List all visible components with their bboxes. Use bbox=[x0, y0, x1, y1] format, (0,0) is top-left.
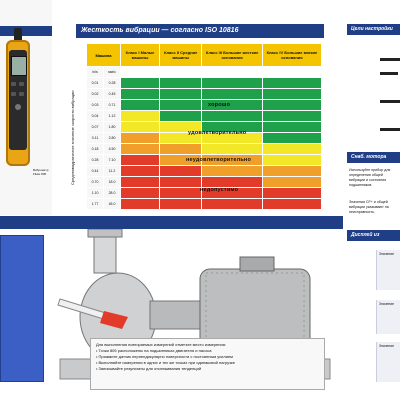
caption-line: • Выполняйте измерения в одних и тех же точках при одинаковой нагрузке bbox=[96, 360, 235, 365]
severity-cell-green bbox=[121, 100, 160, 111]
severity-cell-orange bbox=[262, 166, 321, 177]
meter-button-icon bbox=[11, 82, 16, 86]
severity-cell-orange bbox=[121, 144, 160, 155]
right-body-text: Значения CF+ и общей вибрации указывают на неисправность. bbox=[349, 200, 389, 214]
severity-cell-yellow bbox=[121, 122, 160, 133]
caption-box bbox=[90, 338, 325, 390]
meter-screen bbox=[11, 56, 27, 76]
severity-cell-green bbox=[262, 89, 321, 100]
unit-label-inch: in/s bbox=[87, 67, 104, 78]
divider-line bbox=[380, 100, 400, 103]
meter-button-icon bbox=[15, 104, 21, 110]
severity-cell-green bbox=[202, 89, 262, 100]
threshold-mm: 7.10 bbox=[104, 155, 121, 166]
threshold-inch: 0.70 bbox=[87, 177, 104, 188]
severity-cell-green bbox=[202, 78, 262, 89]
threshold-mm: 0.28 bbox=[104, 78, 121, 89]
severity-table bbox=[86, 43, 322, 210]
threshold-inch: 0.28 bbox=[87, 155, 104, 166]
caption-line: Для выполнения повторяемых измерений отметьте место измерения: bbox=[96, 342, 226, 347]
severity-cell-green bbox=[160, 78, 202, 89]
severity-cell-orange bbox=[121, 133, 160, 144]
severity-cell-green bbox=[121, 78, 160, 89]
threshold-inch: 0.18 bbox=[87, 144, 104, 155]
section-divider bbox=[0, 216, 343, 229]
table-row bbox=[87, 144, 322, 155]
threshold-mm: 1.80 bbox=[104, 122, 121, 133]
severity-cell-green bbox=[202, 111, 262, 122]
table-row bbox=[87, 100, 322, 111]
threshold-inch: 0.07 bbox=[87, 122, 104, 133]
table-row bbox=[87, 78, 322, 89]
severity-cell-green bbox=[262, 122, 321, 133]
table-header: Класс I Малые машины bbox=[121, 44, 160, 67]
meter-button-icon bbox=[11, 92, 16, 96]
severity-cell-green bbox=[262, 100, 321, 111]
threshold-inch: 0.11 bbox=[87, 133, 104, 144]
severity-cell-red bbox=[202, 199, 262, 210]
severity-cell-green bbox=[160, 89, 202, 100]
severity-cell-green bbox=[262, 133, 321, 144]
severity-cell-orange bbox=[262, 177, 321, 188]
threshold-mm: 18.0 bbox=[104, 177, 121, 188]
zone-label-satisfactory: удовлетворительно bbox=[188, 130, 247, 136]
severity-cell-red bbox=[262, 199, 321, 210]
threshold-mm: 0.45 bbox=[104, 89, 121, 100]
table-row bbox=[87, 177, 322, 188]
threshold-mm: 0.71 bbox=[104, 100, 121, 111]
threshold-inch: 0.02 bbox=[87, 89, 104, 100]
value-box-label: Значение bbox=[379, 302, 395, 306]
severity-cell-green bbox=[160, 111, 202, 122]
caption-line: • Точки 805 расположены на подшипниках двигателя и насоса bbox=[96, 348, 212, 353]
divider-line bbox=[380, 58, 400, 61]
severity-cell-yellow bbox=[202, 144, 262, 155]
value-box bbox=[376, 250, 400, 290]
discharge-flange bbox=[88, 229, 122, 237]
threshold-mm: 11.2 bbox=[104, 166, 121, 177]
coupling-guard bbox=[150, 301, 202, 329]
divider-line bbox=[380, 72, 398, 75]
right-section-header: Снаб. мотора bbox=[347, 152, 400, 163]
table-row bbox=[87, 111, 322, 122]
table-header: Класс II Средние машины bbox=[160, 44, 202, 67]
zone-label-unsatisfactory: неудовлетворительно bbox=[186, 157, 252, 163]
motor-junction-box bbox=[240, 257, 274, 271]
right-section-header: Дисплей из bbox=[347, 230, 400, 241]
meter-button-icon bbox=[19, 82, 24, 86]
severity-cell-red bbox=[160, 199, 202, 210]
table-row bbox=[87, 166, 322, 177]
right-section-header: Цели настройки bbox=[347, 24, 400, 35]
threshold-inch: 0.04 bbox=[87, 111, 104, 122]
severity-cell-red bbox=[160, 166, 202, 177]
device-header-bar bbox=[0, 26, 52, 36]
table-corner-label: Машина bbox=[87, 44, 121, 67]
device-caption: Виброметр Fluke 805 bbox=[33, 168, 49, 176]
severity-cell-yellow bbox=[262, 155, 321, 166]
severity-cell-red bbox=[121, 155, 160, 166]
severity-cell-orange bbox=[160, 144, 202, 155]
severity-cell-yellow bbox=[121, 111, 160, 122]
severity-cell-red bbox=[160, 188, 202, 199]
threshold-inch: 0.01 bbox=[87, 78, 104, 89]
meter-button-icon bbox=[19, 92, 24, 96]
zone-label-good: хорошо bbox=[208, 102, 231, 108]
value-box bbox=[376, 300, 400, 334]
zone-label-unacceptable: недопустимо bbox=[200, 187, 239, 193]
threshold-mm: 4.50 bbox=[104, 144, 121, 155]
axis-label: Среднеквадратичное значение скорости вибрации bbox=[70, 90, 75, 185]
caption-line: • Прижмите датчик перпендикулярно поверхности с постоянным усилием bbox=[96, 354, 233, 359]
value-box-label: Значение bbox=[379, 252, 395, 256]
value-box bbox=[376, 342, 400, 382]
threshold-inch: 1.10 bbox=[87, 188, 104, 199]
threshold-inch: 1.77 bbox=[87, 199, 104, 210]
severity-cell-green bbox=[160, 100, 202, 111]
severity-cell-green bbox=[262, 78, 321, 89]
table-row bbox=[87, 89, 322, 100]
severity-cell-red bbox=[121, 177, 160, 188]
table-header: Класс III Большие жесткие основания bbox=[202, 44, 262, 67]
threshold-mm: 2.80 bbox=[104, 133, 121, 144]
right-body-text: Используйте прибор для определения общей вибрации и состояния подшипников. bbox=[349, 168, 391, 187]
severity-cell-red bbox=[121, 166, 160, 177]
divider-line bbox=[380, 128, 400, 131]
table-row bbox=[87, 199, 322, 210]
severity-cell-red bbox=[202, 177, 262, 188]
threshold-mm: 28.0 bbox=[104, 188, 121, 199]
severity-cell-green bbox=[121, 89, 160, 100]
severity-cell-red bbox=[121, 188, 160, 199]
severity-cell-yellow bbox=[262, 144, 321, 155]
severity-cell-green bbox=[262, 111, 321, 122]
caption-line: • Записывайте результаты для отслеживания тенденций bbox=[96, 366, 202, 371]
unit-label-mm: мм/с bbox=[104, 67, 121, 78]
severity-cell-red bbox=[160, 177, 202, 188]
blue-tank bbox=[0, 235, 44, 382]
threshold-inch: 0.03 bbox=[87, 100, 104, 111]
pump-discharge bbox=[94, 233, 116, 273]
threshold-inch: 0.44 bbox=[87, 166, 104, 177]
threshold-mm: 45.0 bbox=[104, 199, 121, 210]
severity-title: Жесткость вибрации — согласно ISO 10816 bbox=[76, 24, 324, 38]
severity-cell-red bbox=[121, 199, 160, 210]
severity-cell-orange bbox=[202, 166, 262, 177]
severity-cell-red bbox=[262, 188, 321, 199]
value-box-label: Значение bbox=[379, 344, 395, 348]
table-spacer bbox=[121, 67, 322, 78]
table-header: Класс IV Большие мягкие основания bbox=[262, 44, 321, 67]
threshold-mm: 1.12 bbox=[104, 111, 121, 122]
